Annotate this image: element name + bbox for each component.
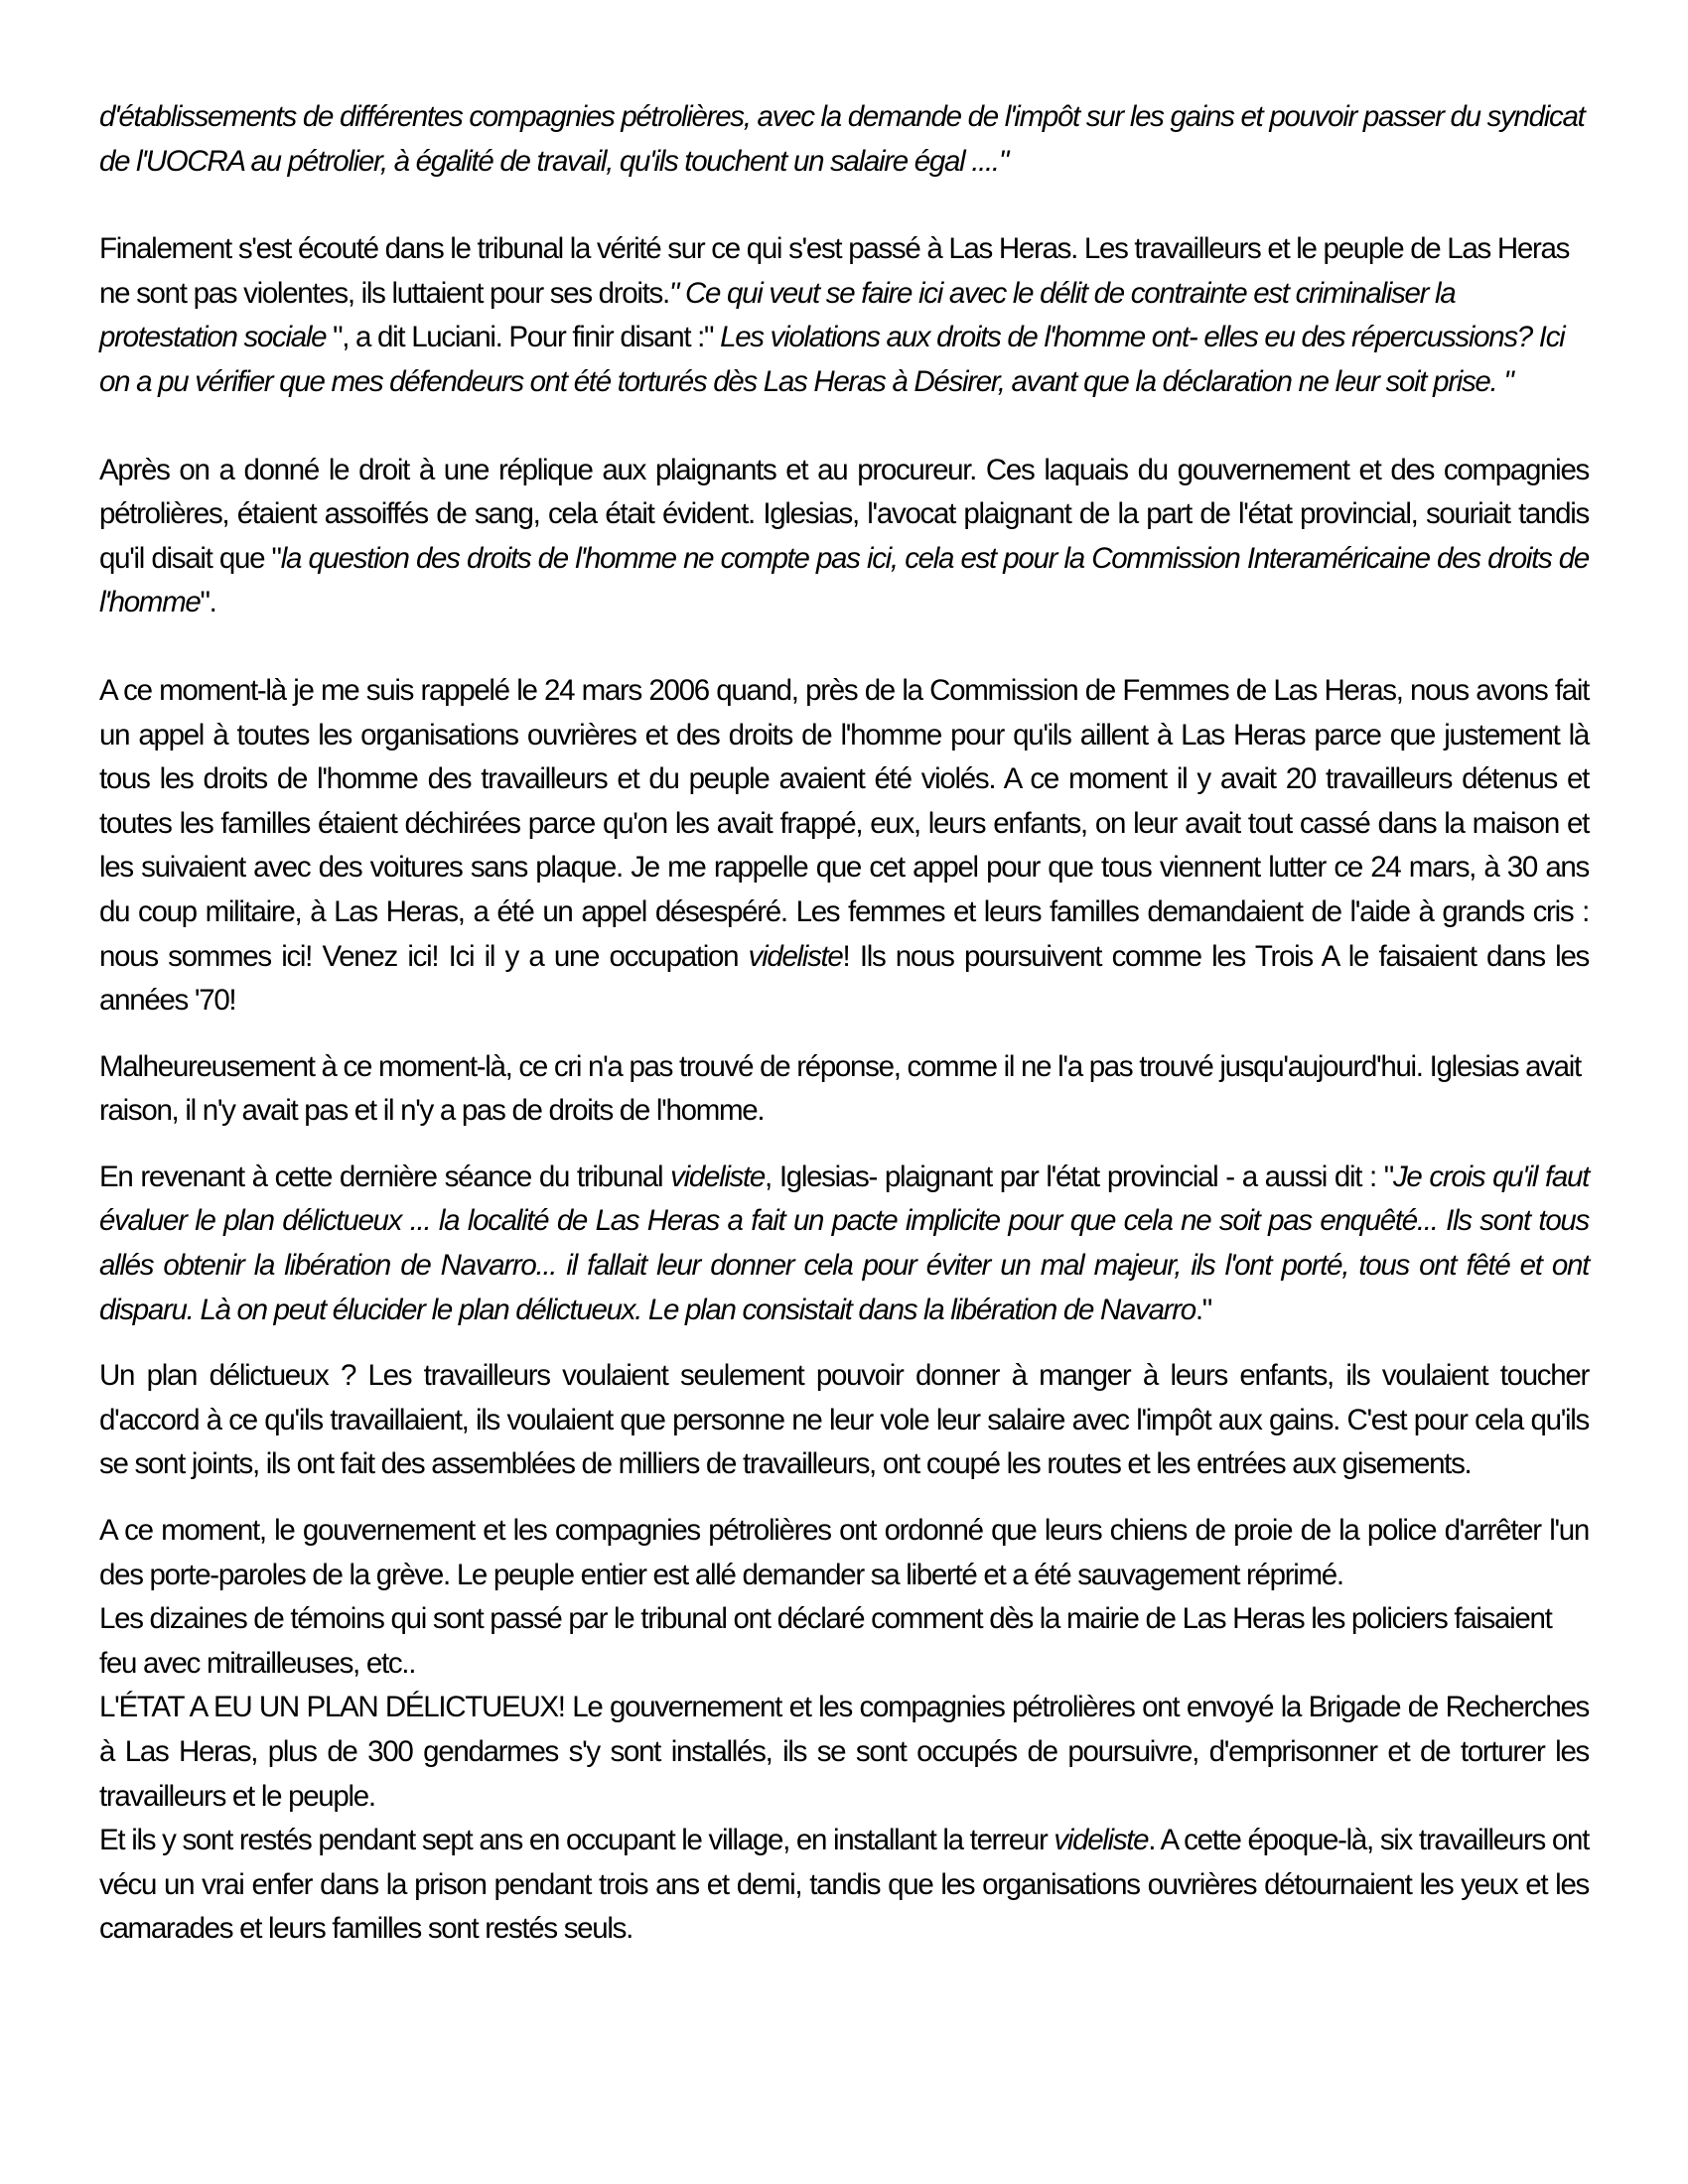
paragraph-derniere-seance (99, 1156, 1589, 1332)
text-run: , Iglesias- plaignant par l'état provincial - a aussi dit : " (765, 1160, 1393, 1193)
text-run: A ce moment-là je me suis rappelé le 24 mars 2006 quand, près de la Commission de Femmes de Las Heras, nous avons fait un appel à toutes les organisations ouvrières et des droits de l'homme pour qu'ils aillent à Las Heras parce que justement là tous les droits de l'homme des travailleurs et du peuple avaient été violés. A ce moment il y avait 20 travailleurs détenus et toutes les familles étaient déchirées parce qu'on les avait frappé, eux, leurs enfants, on leur avait tout cassé dans la maison et les suivaient avec des voitures sans plaque. Je me rappelle que cet appel pour que tous viennent lutter ce 24 mars, à 30 ans du coup militaire, à Las Heras, a été un appel désespéré. Les femmes et leurs familles demandaient de l'aide à grands cris : nous sommes ici! Venez ici! Ici il y a une occupation (99, 673, 1589, 973)
paragraph-temoins (99, 1597, 1589, 1686)
italic-text-run: Je crois qu'il faut évaluer le plan délictueux ... la localité de Las Heras a fait un pacte implicite pour que cela ne soit pas enquêté... Ils sont tous allés obtenir la libération de Navarro... il fallait leur donner cela pour éviter un mal majeur, ils l'ont porté, tous ont fêté et ont disparu. Là on peut élucider le plan délictueux. Le plan consistait dans la libération de Navarro (99, 1160, 1589, 1326)
paragraph-plan-delictueux-question (99, 1354, 1589, 1487)
paragraph-malheureusement (99, 1045, 1589, 1134)
text-run: ", a dit Luciani. Pour finir disant :" (333, 321, 714, 354)
document-page (99, 95, 1589, 1952)
italic-text-run: la question des droits de l'homme ne compte pas ici, cela est pour la Commission Interaméricaine des droits de l'homme (99, 541, 1589, 619)
italic-text-run: d'établissements de différentes compagnies pétrolières, avec la demande de l'impôt sur les gains et pouvoir passer du syndicat de l'UOCRA au pétrolier, à égalité de travail, qu'ils touchent un salaire égal ...." (99, 100, 1585, 178)
italic-text-run: " Ce qui veut se faire ici avec le délit de contrainte est criminaliser la protestation sociale (99, 276, 1456, 354)
paragraph-tribunal-truth (99, 227, 1589, 404)
text-run: Les dizaines de témoins qui sont passé par le tribunal ont déclaré comment dès la mairie de Las Heras les policiers faisaient feu avec mitrailleuses, etc.. (99, 1602, 1552, 1680)
text-run: Après on a donné le droit à une réplique aux plaignants et au procureur. Ces laquais du gouvernement et des compagnies pétrolières, étaient assoiffés de sang, cela était évident. Iglesias, l'avocat plaignant de la part de l'état provincial, souriait tandis qu'il disait que " (99, 453, 1589, 575)
paragraph-24-mars-2006 (99, 669, 1589, 1024)
italic-text-run: Les violations aux droits de l'homme ont- elles eu des répercussions? Ici on a pu vérifier que mes défendeurs ont été torturés dès Las Heras à Désirer, avant que la déclaration ne leur soit prise. " (99, 321, 1565, 398)
text-run: Malheureusement à ce moment-là, ce cri n'a pas trouvé de réponse, comme il ne l'a pas trouvé jusqu'aujourd'hui. Iglesias avait raison, il n'y avait pas et il n'y a pas de droits de l'homme. (99, 1049, 1581, 1128)
italic-text-run: videliste (1054, 1824, 1149, 1857)
text-run: . A cette époque-là, six travailleurs ont vécu un vrai enfer dans la prison pendant trois ans et demi, tandis que les organisations ouvrières détournaient les yeux et les camarades et leurs familles sont restés seuls. (99, 1824, 1589, 1946)
paragraph-a-ce-moment (99, 1509, 1589, 1597)
text-run: Un plan délictueux ? Les travailleurs voulaient seulement pouvoir donner à manger à leurs enfants, ils voulaient toucher d'accord à ce qu'ils travaillaient, ils voulaient que personne ne leur vole leur salaire avec l'impôt aux gains. C'est pour cela qu'ils se sont joints, ils ont fait des assemblées de milliers de travailleurs, ont coupé les routes et les entrées aux gisements. (99, 1359, 1589, 1481)
text-run: Et ils y sont restés pendant sept ans en occupant le village, en installant la terreur (99, 1824, 1055, 1857)
text-run: En revenant à cette dernière séance du tribunal (99, 1160, 671, 1193)
text-run: ! Ils nous poursuivent comme les Trois A le faisaient dans les années '70! (99, 939, 1589, 1018)
paragraph-sept-ans (99, 1819, 1589, 1952)
paragraph-replique (99, 449, 1589, 625)
paragraph-quote-continuation (99, 95, 1589, 184)
italic-text-run: videliste (748, 939, 843, 973)
italic-text-run: videliste (670, 1160, 766, 1193)
text-run: A ce moment, le gouvernement et les compagnies pétrolières ont ordonné que leurs chiens de proie de la police d'arrêter l'un des porte-paroles de la grève. Le peuple entier est allé demander sa liberté et a été sauvagement réprimé. (99, 1514, 1589, 1591)
text-run: Finalement s'est écouté dans le tribunal la vérité sur ce qui s'est passé à Las Heras. Les travailleurs et le peuple de Las Heras ne sont pas violentes, ils luttaient pour ses droits. (99, 232, 1570, 310)
paragraph-etat-plan-delictueux (99, 1686, 1589, 1819)
text-run: L'ÉTAT A EU UN PLAN DÉLICTUEUX! Le gouvernement et les compagnies pétrolières ont envoyé la Brigade de Recherches à Las Heras, plus de 300 gendarmes s'y sont installés, ils se sont occupés de poursuivre, d'emprisonner et de torturer les travailleurs et le peuple. (99, 1691, 1589, 1813)
text-run: ." (1195, 1293, 1211, 1326)
text-run: ". (200, 586, 216, 619)
